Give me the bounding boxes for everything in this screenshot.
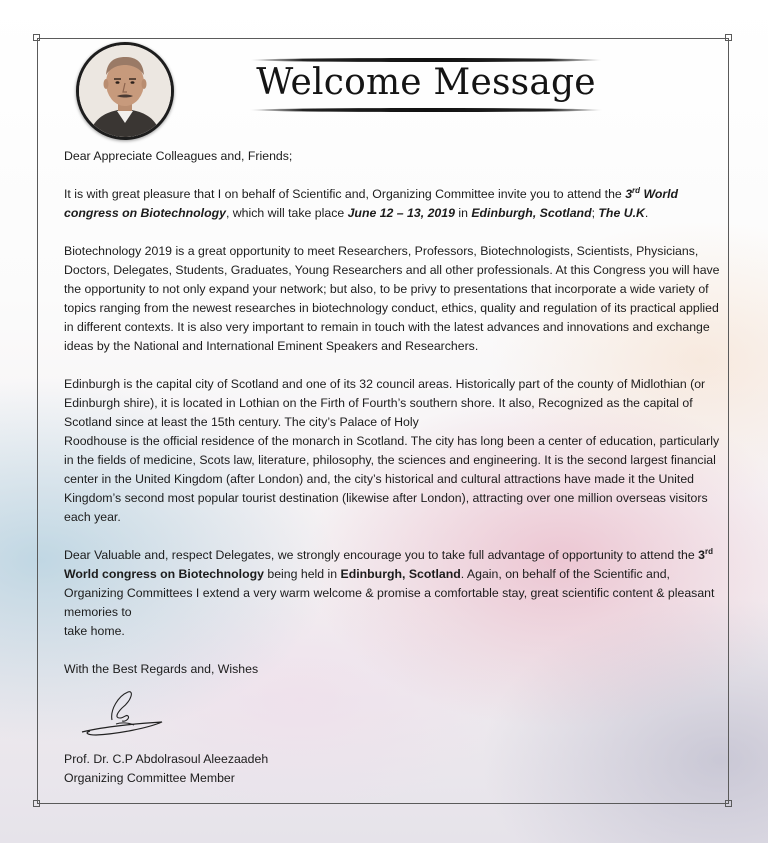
paragraph-encouragement: Dear Valuable and, respect Delegates, we strongly encourage you to take full advantage of opportunity to attend the 3rd World congress on Biotechnology being held in Edinburgh, Scotland. Again, on behalf of the Scientific and, Organizing Committees I extend a very warm welcome & promise a comfortable stay, great scientific content & pleasant memories to	[64, 546, 715, 619]
signer-role: Organizing Committee Member	[64, 771, 235, 785]
paragraph-edinburgh-b: Roodhouse is the official residence of the monarch in Scotland. The city has long been a center of education, particularly in the fields of medicine, Scots law, literature, philosophy, the sciences and engineering. It is the second largest financial center in the United Kingdom (after London) and, the city’s historical and cultural attractions have made it the United Kingdom’s second most popular tourist destination (likewise after London), attracting over one million overseas visitors each year.	[64, 434, 720, 524]
paragraph-invitation: It is with great pleasure that I on behalf of Scientific and, Organizing Committee invite you to attend the 3rd World congress on Biotechnology, which will take place June 12 – 13, 2019 in Edinburgh, Scotland; The U.K.	[64, 185, 679, 220]
letter-body	[64, 147, 729, 679]
congress-number: 3rd	[698, 546, 713, 562]
speaker-portrait	[76, 42, 174, 140]
closing: With the Best Regards and, Wishes	[64, 662, 259, 676]
congress-dates: June 12 – 13, 2019	[347, 206, 455, 220]
congress-name: World congress on Biotechnology	[64, 187, 679, 220]
congress-name: World congress on Biotechnology	[64, 567, 264, 581]
congress-country: The U.K	[598, 206, 645, 220]
frame-corner-ornament	[33, 800, 40, 807]
page-title: Welcome Message	[256, 62, 596, 103]
congress-city: Edinburgh, Scotland	[471, 206, 592, 220]
paragraph-edinburgh-a: Edinburgh is the capital city of Scotland and one of its 32 council areas. Historically part of the county of Midlothian (or Edinburgh shire), it is located in Lothian on the Firth of Fourth’s southern shore. It also, Recognized as the capital of Scotland since at least the 15th century. The city’s Palace of Holy	[64, 377, 706, 429]
title-rule-bottom	[250, 108, 602, 112]
paragraph-opportunity: Biotechnology 2019 is a great opportunity to meet Researchers, Professors, Biotechnologists, Scientists, Physicians, Doctors, Delegates, Students, Graduates, Young Researchers and all other professionals. At this Congress you will have the opportunity to not only expand your network; but also, to be privy to presentations that incorporate a wide variety of topics ranging from the newest researches in biotechnology conduct, ethics, quality and regulation of its practical applied in different contexts. It is also very important to remain in touch with the latest advances and innovations and exchange ideas by the National and International Eminent Speakers and Researchers.	[64, 244, 720, 353]
paragraph-encouragement-end: take home.	[64, 624, 125, 638]
congress-city: Edinburgh, Scotland	[340, 567, 461, 581]
frame-corner-ornament	[33, 34, 40, 41]
frame-corner-ornament	[725, 34, 732, 41]
portrait-image	[79, 45, 171, 137]
frame-corner-ornament	[725, 800, 732, 807]
congress-number: 3rd	[625, 185, 641, 201]
page-header	[250, 52, 602, 114]
greeting: Dear Appreciate Colleagues and, Friends;	[64, 149, 293, 163]
signer-name: Prof. Dr. C.P Abdolrasoul Aleezaadeh	[64, 752, 269, 766]
handwritten-signature	[78, 688, 168, 740]
signature-block	[64, 750, 268, 788]
